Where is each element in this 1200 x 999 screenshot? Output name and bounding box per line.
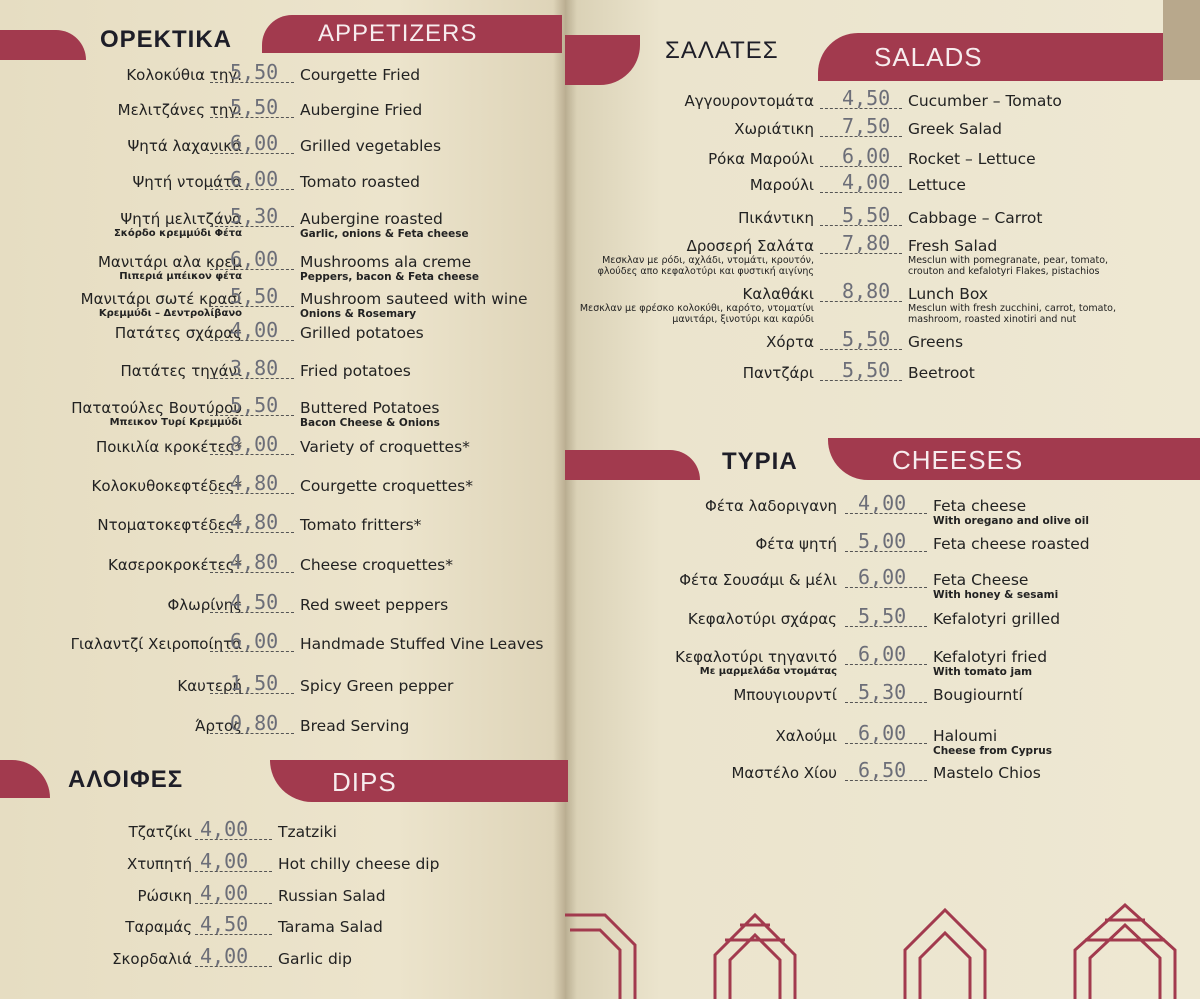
appetizers-item-leader — [210, 82, 294, 83]
dips-item-leader — [195, 903, 272, 904]
salads-item-greek: Καλαθάκι — [742, 285, 814, 303]
appetizers-item-greek-detail: Σκόρδο κρεμμύδι Φέτα — [113, 228, 242, 239]
salads-item-leader — [820, 166, 902, 167]
cheeses-item-greek: Φέτα λαδοριγανη — [705, 497, 837, 515]
salads-english-title: SALADS — [874, 42, 983, 72]
dips-item-english: Russian Salad — [278, 887, 386, 905]
left-menu-page — [0, 0, 565, 999]
appetizers-item-greek: Μανιτάρι σωτέ κρασί — [80, 290, 242, 308]
appetizers-item-price: 6,00 — [230, 629, 279, 653]
salads-band-edge — [1163, 0, 1200, 80]
salads-item-english: Rocket – Lettuce — [908, 150, 1036, 168]
geometric-ornament-icon — [565, 900, 1200, 999]
cheeses-item-english: Kefalotyri grilled — [933, 610, 1061, 628]
appetizers-item-greek: Ψητά λαχανικά — [127, 137, 242, 155]
appetizers-item-price: 4,80 — [230, 550, 279, 574]
appetizers-item-leader — [210, 493, 294, 494]
salads-item-greek: Μαρούλι — [749, 176, 814, 194]
appetizers-item-english: Courgette Fried — [300, 66, 421, 84]
appetizers-item-greek: Ντοματοκεφτέδες* — [97, 516, 242, 534]
salads-item-leader — [820, 380, 902, 381]
appetizers-item-leader — [210, 378, 294, 379]
cheeses-item-greek: Μαστέλο Χίου — [731, 764, 837, 782]
appetizers-item-leader — [210, 733, 294, 734]
menu-spine — [553, 0, 577, 999]
appetizers-item-english: Grilled potatoes — [300, 324, 424, 342]
cheeses-item-leader — [845, 702, 927, 703]
salads-item-price: 5,50 — [842, 203, 891, 227]
appetizers-item-english: Tomato fritters* — [300, 516, 422, 534]
appetizers-item-english: Aubergine Fried — [300, 101, 423, 119]
appetizers-item-price: 0,80 — [230, 711, 279, 735]
dips-item-english: Hot chilly cheese dip — [278, 855, 440, 873]
cheeses-item-english: Kefalotyri fried — [933, 648, 1048, 666]
appetizers-item-english-detail: Garlic, onions & Feta cheese — [300, 228, 469, 240]
appetizers-item-english: Buttered Potatoes — [300, 399, 440, 417]
cheeses-item-price: 6,00 — [858, 642, 907, 666]
cheeses-item-leader — [845, 743, 927, 744]
cheeses-item-leader — [845, 780, 927, 781]
dips-item-english: Tarama Salad — [278, 918, 383, 936]
cheeses-item-leader — [845, 626, 927, 627]
cheeses-item-price: 4,00 — [858, 491, 907, 515]
appetizers-item-greek: Φλωρίνης — [167, 596, 242, 614]
appetizers-item-leader — [210, 340, 294, 341]
appetizers-item-price: 4,50 — [230, 590, 279, 614]
appetizers-item-greek: Πατάτες τηγάνι — [120, 362, 242, 380]
appetizers-item-english: Grilled vegetables — [300, 137, 442, 155]
appetizers-item-english: Handmade Stuffed Vine Leaves — [300, 635, 544, 653]
appetizers-item-price: 1,50 — [230, 671, 279, 695]
salads-item-leader — [820, 225, 902, 226]
salads-item-english: Lettuce — [908, 176, 966, 194]
salads-item-english: Greek Salad — [908, 120, 1002, 138]
cheeses-item-price: 6,00 — [858, 565, 907, 589]
appetizers-item-price: 6,00 — [230, 167, 279, 191]
dips-item-leader — [195, 934, 272, 935]
dips-item-leader — [195, 839, 272, 840]
appetizers-item-greek-detail: Πιπεριά μπέικον φέτα — [119, 271, 242, 282]
cheeses-item-leader — [845, 513, 927, 514]
appetizers-item-english: Aubergine roasted — [300, 210, 443, 228]
cheeses-item-greek: Κεφαλοτύρι τηγανιτό — [675, 648, 837, 666]
appetizers-item-leader — [210, 693, 294, 694]
salads-item-price: 4,50 — [842, 86, 891, 110]
appetizers-item-leader — [210, 189, 294, 190]
appetizers-item-greek: Πατάτες σχάρας — [114, 324, 242, 342]
appetizers-item-english-detail: Onions & Rosemary — [300, 308, 417, 320]
appetizers-item-leader — [210, 269, 294, 270]
appetizers-item-greek: Καυτερή — [177, 677, 242, 695]
appetizers-item-price: 5,50 — [230, 95, 279, 119]
appetizers-item-leader — [210, 532, 294, 533]
salads-item-greek: Πικάντικη — [738, 209, 814, 227]
dips-item-english: Tzatziki — [278, 823, 337, 841]
appetizers-item-greek: Κολοκύθια τηγ. — [126, 66, 242, 84]
salads-item-english: Cabbage – Carrot — [908, 209, 1043, 227]
dips-item-price: 4,00 — [200, 849, 249, 873]
salads-item-leader — [820, 253, 902, 254]
cheeses-item-greek: Μπουγιουρντί — [733, 686, 837, 704]
salads-item-english: Cucumber – Tomato — [908, 92, 1062, 110]
appetizers-item-leader — [210, 572, 294, 573]
dips-item-greek: Ταραμάς — [125, 918, 192, 936]
salads-item-price: 5,50 — [842, 327, 891, 351]
cheeses-item-english: Mastelo Chios — [933, 764, 1041, 782]
cheeses-item-greek: Φέτα ψητή — [755, 535, 837, 553]
cheeses-item-english: Feta cheese roasted — [933, 535, 1090, 553]
dips-item-greek: Χτυπητή — [126, 855, 192, 873]
cheeses-item-greek: Φέτα Σουσάμι & μέλι — [679, 571, 837, 589]
appetizers-band-left — [0, 30, 86, 60]
dips-greek-title: ΑΛΟΙΦΕΣ — [68, 766, 184, 793]
appetizers-item-price: 3,80 — [230, 356, 279, 380]
appetizers-item-greek: Πατατούλες Βουτύρου — [71, 399, 242, 417]
cheeses-item-english: Bougiourntí — [933, 686, 1023, 704]
salads-item-price: 7,50 — [842, 114, 891, 138]
salads-item-greek: Αγγουροντομάτα — [684, 92, 814, 110]
cheeses-item-english: Haloumi — [933, 727, 998, 745]
salads-item-greek: Χόρτα — [766, 333, 814, 351]
cheeses-band-left — [565, 450, 700, 480]
salads-item-price: 5,50 — [842, 358, 891, 382]
cheeses-item-english: Feta Cheese — [933, 571, 1029, 589]
salads-item-english: Beetroot — [908, 364, 975, 382]
dips-band — [270, 760, 568, 802]
appetizers-item-greek: Μανιτάρι αλα κρεμ — [97, 253, 242, 271]
cheeses-item-english-detail: With oregano and olive oil — [933, 515, 1089, 527]
dips-item-price: 4,00 — [200, 944, 249, 968]
dips-item-leader — [195, 966, 272, 967]
appetizers-item-english: Spicy Green pepper — [300, 677, 454, 695]
salads-item-price: 8,80 — [842, 279, 891, 303]
appetizers-item-greek: Ποικιλία κροκέτες* — [96, 438, 242, 456]
appetizers-item-price: 4,80 — [230, 471, 279, 495]
appetizers-item-english: Tomato roasted — [300, 173, 420, 191]
appetizers-item-price: 5,50 — [230, 393, 279, 417]
salads-item-price: 7,80 — [842, 231, 891, 255]
salads-item-greek: Παντζάρι — [742, 364, 814, 382]
cheeses-item-english-detail: Cheese from Cyprus — [933, 745, 1052, 757]
cheeses-item-price: 6,50 — [858, 758, 907, 782]
appetizers-item-leader — [210, 612, 294, 613]
cheeses-item-price: 6,00 — [858, 721, 907, 745]
salads-item-price: 4,00 — [842, 170, 891, 194]
salads-band — [818, 33, 1163, 81]
appetizers-item-english: Fried potatoes — [300, 362, 411, 380]
appetizers-item-leader — [210, 117, 294, 118]
appetizers-item-greek: Γιαλαντζί Χειροποίητα — [70, 635, 242, 653]
dips-item-greek: Τζατζίκι — [128, 823, 192, 841]
cheeses-item-leader — [845, 551, 927, 552]
salads-item-english: Greens — [908, 333, 964, 351]
appetizers-item-price: 5,50 — [230, 284, 279, 308]
appetizers-item-greek: Ψητή ντομάτα — [132, 173, 242, 191]
appetizers-item-leader — [210, 415, 294, 416]
salads-item-price: 6,00 — [842, 144, 891, 168]
cheeses-item-greek: Κεφαλοτύρι σχάρας — [687, 610, 837, 628]
appetizers-item-leader — [210, 226, 294, 227]
appetizers-item-price: 8,00 — [230, 432, 279, 456]
salads-item-leader — [820, 136, 902, 137]
appetizers-item-english: Bread Serving — [300, 717, 410, 735]
salads-item-greek-detail: Μεσκλαν με φρέσκο κολοκύθι, καρότο, ντοματίνι μανιτάρι, ξινοτύρι και καρύδι — [579, 303, 814, 325]
appetizers-item-english: Red sweet peppers — [300, 596, 449, 614]
cheeses-greek-title: ΤΥΡΙΑ — [722, 448, 798, 475]
appetizers-item-price: 5,50 — [230, 60, 279, 84]
salads-greek-title: ΣΑΛΑΤΕΣ — [665, 37, 779, 64]
cheeses-item-english-detail: With honey & sesami — [933, 589, 1059, 601]
dips-item-price: 4,00 — [200, 817, 249, 841]
appetizers-item-greek: Άρτος — [195, 717, 242, 735]
dips-item-leader — [195, 871, 272, 872]
cheeses-item-leader — [845, 664, 927, 665]
cheeses-item-price: 5,00 — [858, 529, 907, 553]
salads-item-greek: Ρόκα Μαρούλι — [708, 150, 814, 168]
appetizers-item-greek: Ψητή μελιτζάνα — [120, 210, 242, 228]
salads-item-leader — [820, 301, 902, 302]
appetizers-item-greek: Μελιτζάνες τηγ. — [117, 101, 242, 119]
salads-item-leader — [820, 108, 902, 109]
appetizers-item-greek-detail: Κρεμμύδι – Δεντρολίβανο — [98, 308, 242, 319]
salads-item-leader — [820, 192, 902, 193]
appetizers-item-leader — [210, 454, 294, 455]
appetizers-greek-title: ΟΡΕΚΤΙΚΑ — [100, 26, 233, 53]
appetizers-item-english: Variety of croquettes* — [300, 438, 470, 456]
dips-item-english: Garlic dip — [278, 950, 352, 968]
cheeses-item-greek: Χαλούμι — [775, 727, 837, 745]
dips-item-price: 4,00 — [200, 881, 249, 905]
cheeses-item-english: Feta cheese — [933, 497, 1027, 515]
appetizers-item-english: Mushroom sauteed with wine — [300, 290, 528, 308]
appetizers-item-price: 4,00 — [230, 318, 279, 342]
salads-item-english-detail: Mesclun with pomegranate, pear, tomato, crouton and kefalotyri Flakes, pistachios — [908, 255, 1109, 277]
dips-item-greek: Ρώσικη — [137, 887, 192, 905]
dips-item-price: 4,50 — [200, 912, 249, 936]
appetizers-item-english: Courgette croquettes* — [300, 477, 473, 495]
salads-item-english-detail: Mesclun with fresh zucchini, carrot, tomato, mashroom, roasted xinotiri and nut — [908, 303, 1117, 325]
dips-english-title: DIPS — [332, 767, 397, 797]
appetizers-item-price: 5,30 — [230, 204, 279, 228]
appetizers-item-price: 6,00 — [230, 247, 279, 271]
appetizers-item-leader — [210, 153, 294, 154]
appetizers-item-price: 6,00 — [230, 131, 279, 155]
appetizers-item-leader — [210, 651, 294, 652]
appetizers-item-leader — [210, 306, 294, 307]
cheeses-english-title: CHEESES — [892, 445, 1024, 475]
salads-item-leader — [820, 349, 902, 350]
appetizers-item-price: 4,80 — [230, 510, 279, 534]
appetizers-band — [262, 15, 562, 53]
salads-item-greek-detail: Μεσκλαν με ρόδι, αχλάδι, ντομάτι, κρουτόν, φλούδες απο κεφαλοτύρι και φυστική αιγίνης — [597, 255, 814, 277]
cheeses-item-greek-detail: Με μαρμελάδα ντομάτας — [699, 666, 837, 677]
appetizers-english-title: APPETIZERS — [318, 20, 478, 47]
salads-item-english: Lunch Box — [908, 285, 989, 303]
cheeses-item-leader — [845, 587, 927, 588]
appetizers-item-greek: Κασεροκροκέτες* — [108, 556, 242, 574]
appetizers-item-greek-detail: Μπεικον Τυρί Κρεμμύδι — [109, 417, 242, 428]
appetizers-item-english-detail: Peppers, bacon & Feta cheese — [300, 271, 479, 283]
salads-item-greek: Χωριάτικη — [734, 120, 814, 138]
cheeses-item-price: 5,30 — [858, 680, 907, 704]
dips-item-greek: Σκορδαλιά — [112, 950, 192, 968]
appetizers-item-greek: Κολοκυθοκεφτέδες* — [91, 477, 242, 495]
appetizers-item-english: Cheese croquettes* — [300, 556, 454, 574]
appetizers-item-english-detail: Bacon Cheese & Onions — [300, 417, 440, 429]
cheeses-band — [828, 438, 1200, 480]
cheeses-item-english-detail: With tomato jam — [933, 666, 1033, 678]
appetizers-item-english: Mushrooms ala creme — [300, 253, 472, 271]
salads-item-greek: Δροσερή Σαλάτα — [686, 237, 814, 255]
salads-item-english: Fresh Salad — [908, 237, 998, 255]
cheeses-item-price: 5,50 — [858, 604, 907, 628]
